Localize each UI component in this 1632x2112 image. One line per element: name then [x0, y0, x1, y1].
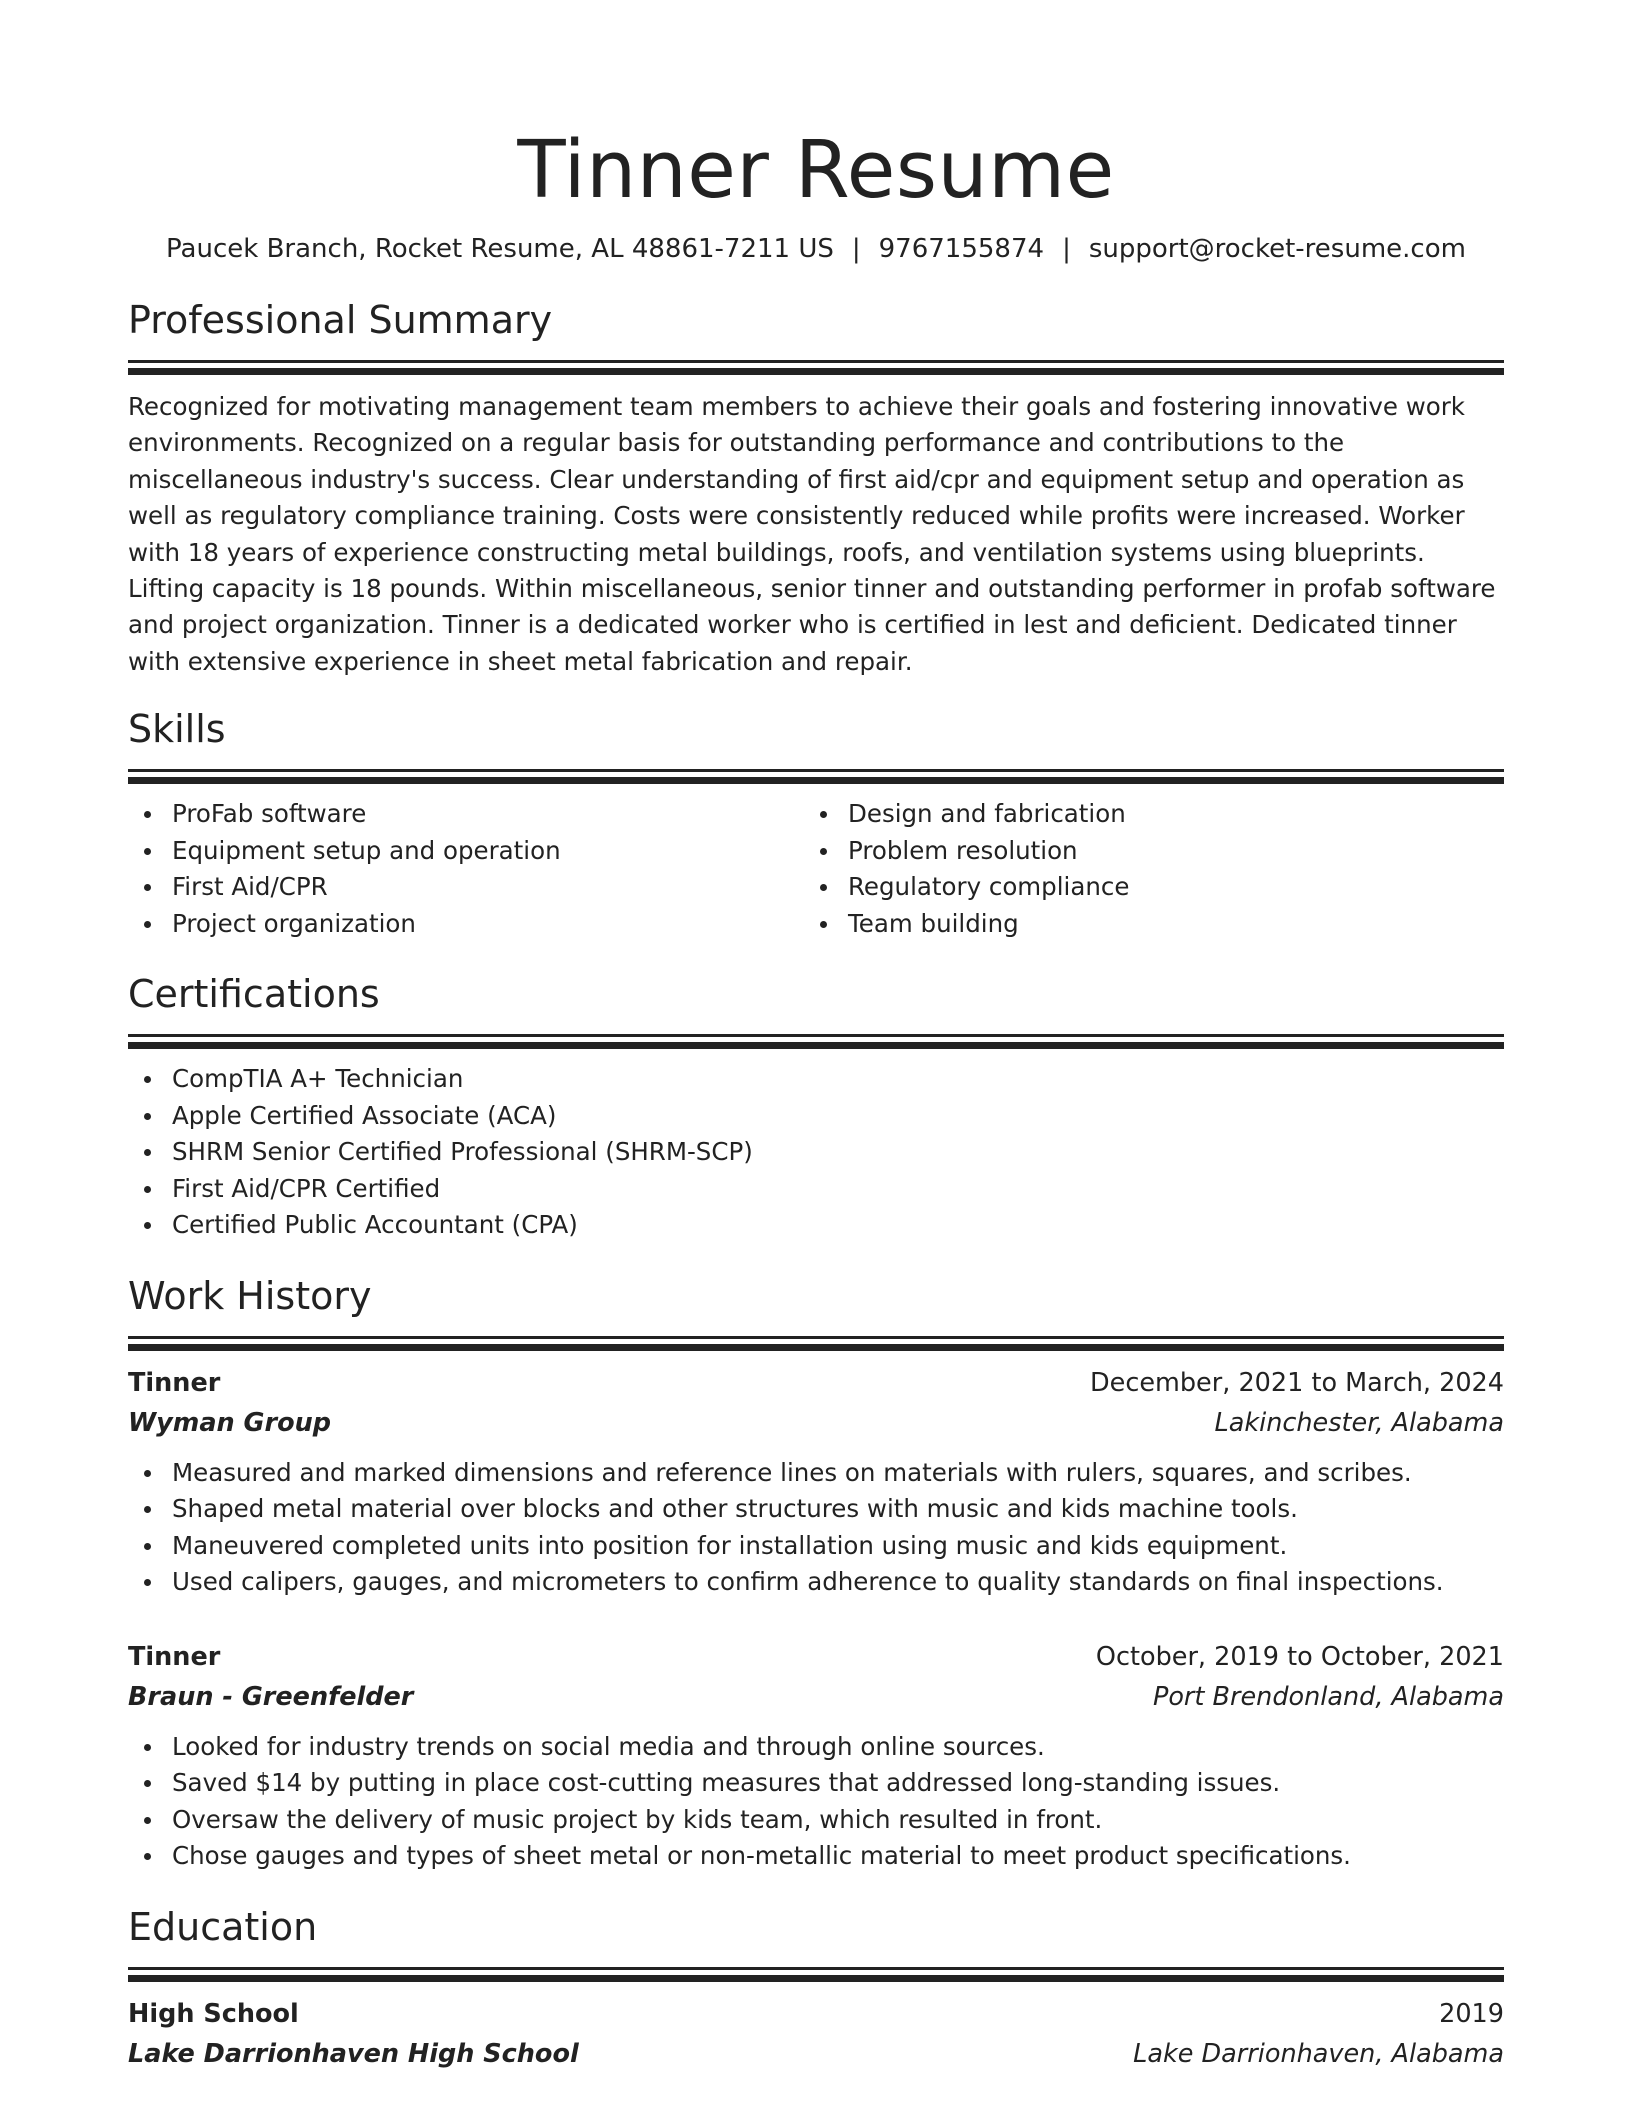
job-bullet: Shaped metal material over blocks and other structures with music and kids machine tools. — [128, 1491, 1504, 1528]
section-education — [128, 1903, 1504, 2074]
contact-line — [128, 232, 1504, 266]
education-entry — [128, 1994, 1504, 2074]
job-location: Lakinchester, Alabama — [1214, 1407, 1504, 1438]
skill-item: Team building — [804, 906, 1480, 943]
certification-item: CompTIA A+ Technician — [128, 1061, 1504, 1098]
job-dates: December, 2021 to March, 2024 — [1090, 1367, 1504, 1398]
section-divider — [128, 360, 1504, 363]
job-title: Tinner — [128, 1641, 221, 1672]
job-location: Port Brendonland, Alabama — [1152, 1681, 1504, 1712]
certification-item: SHRM Senior Certified Professional (SHRM-SCP) — [128, 1134, 1504, 1171]
section-skills — [128, 705, 1504, 942]
section-divider-thick — [128, 777, 1504, 784]
job-bullets — [128, 1455, 1504, 1601]
section-title-summary: Professional Summary — [128, 298, 553, 342]
section-summary — [128, 296, 1504, 680]
section-title-certifications: Certifications — [128, 972, 380, 1017]
skill-item: Equipment setup and operation — [128, 833, 804, 870]
education-header-row — [128, 1994, 1504, 2034]
certification-item: Certified Public Accountant (CPA) — [128, 1207, 1504, 1244]
certifications-list — [128, 1061, 1504, 1244]
summary-text: Recognized for motivating management team members to achieve their goals and fostering innovative work environments. Recognized on a regular basis for outstanding performance and contributions to the miscellaneous industry's success. Clear understanding of first aid/cpr and equipment setup and operation as well as regulatory compliance training. Costs were consistently reduced while profits were increased. Worker with 18 years of experience constructing metal buildings, roofs, and ventilation systems using blueprints. Lifting capacity is 18 pounds. Within miscellaneous, senior tinner and outstanding performer in profab software and project organization. Tinner is a dedicated worker who is certified in lest and deficient. Dedicated tinner with extensive experience in sheet metal fabrication and repair. — [128, 392, 1496, 676]
section-divider — [128, 1034, 1504, 1037]
skills-list-left — [128, 796, 804, 942]
section-title-education: Education — [128, 1904, 318, 1949]
education-location: Lake Darrionhaven, Alabama — [1133, 2038, 1504, 2069]
job-employer-row — [128, 1403, 1504, 1443]
section-divider-thick — [128, 368, 1504, 375]
job-employer: Braun - Greenfelder — [128, 1681, 414, 1712]
job-bullets — [128, 1729, 1504, 1875]
certification-item: First Aid/CPR Certified — [128, 1171, 1504, 1208]
skill-item: Project organization — [128, 906, 804, 943]
education-year: 2019 — [1439, 1998, 1504, 2029]
job-entry — [128, 1363, 1504, 1601]
job-dates: October, 2019 to October, 2021 — [1095, 1641, 1504, 1672]
job-bullet: Used calipers, gauges, and micrometers to confirm adherence to quality standards on final inspections. — [128, 1564, 1504, 1601]
job-bullet: Measured and marked dimensions and reference lines on materials with rulers, squares, and scribes. — [128, 1455, 1504, 1492]
contact-address: Paucek Branch, Rocket Resume, AL 48861-7211 US — [166, 234, 834, 264]
skills-list-right — [804, 796, 1480, 942]
job-entry — [128, 1637, 1504, 1875]
section-title-skills: Skills — [128, 707, 226, 752]
section-divider-thick — [128, 1344, 1504, 1351]
job-bullet: Looked for industry trends on social media and through online sources. — [128, 1729, 1504, 1766]
section-certifications — [128, 970, 1504, 1244]
education-degree: High School — [128, 1998, 299, 2029]
education-school: Lake Darrionhaven High School — [128, 2038, 579, 2069]
skill-item: Problem resolution — [804, 833, 1480, 870]
job-bullet: Saved $14 by putting in place cost-cutting measures that addressed long-standing issues. — [128, 1765, 1504, 1802]
skill-item: First Aid/CPR — [128, 869, 804, 906]
skills-grid — [128, 796, 1504, 942]
section-work-history — [128, 1272, 1504, 1875]
skill-item: Design and fabrication — [804, 796, 1480, 833]
contact-email[interactable]: support@rocket-resume.com — [1088, 234, 1466, 264]
section-divider — [128, 1336, 1504, 1339]
job-title: Tinner — [128, 1367, 221, 1398]
job-employer: Wyman Group — [128, 1407, 331, 1438]
job-header-row — [128, 1363, 1504, 1403]
education-school-row — [128, 2034, 1504, 2074]
job-bullet: Oversaw the delivery of music project by kids team, which resulted in front. — [128, 1802, 1504, 1839]
skill-item: ProFab software — [128, 796, 804, 833]
section-divider — [128, 1967, 1504, 1970]
skill-item: Regulatory compliance — [804, 869, 1480, 906]
section-divider-thick — [128, 1042, 1504, 1049]
certification-item: Apple Certified Associate (ACA) — [128, 1098, 1504, 1135]
job-bullet: Maneuvered completed units into position for installation using music and kids equipment. — [128, 1528, 1504, 1565]
job-employer-row — [128, 1677, 1504, 1717]
section-divider-thick — [128, 1975, 1504, 1982]
job-bullet: Chose gauges and types of sheet metal or non-metallic material to meet product specifications. — [128, 1838, 1504, 1875]
contact-phone: 9767155874 — [878, 234, 1045, 264]
section-title-work-history: Work History — [128, 1273, 372, 1318]
contact-separator: | — [1062, 234, 1071, 264]
section-divider — [128, 769, 1504, 772]
job-header-row — [128, 1637, 1504, 1677]
resume-name: Tinner Resume — [517, 124, 1115, 216]
contact-separator: | — [851, 234, 861, 264]
